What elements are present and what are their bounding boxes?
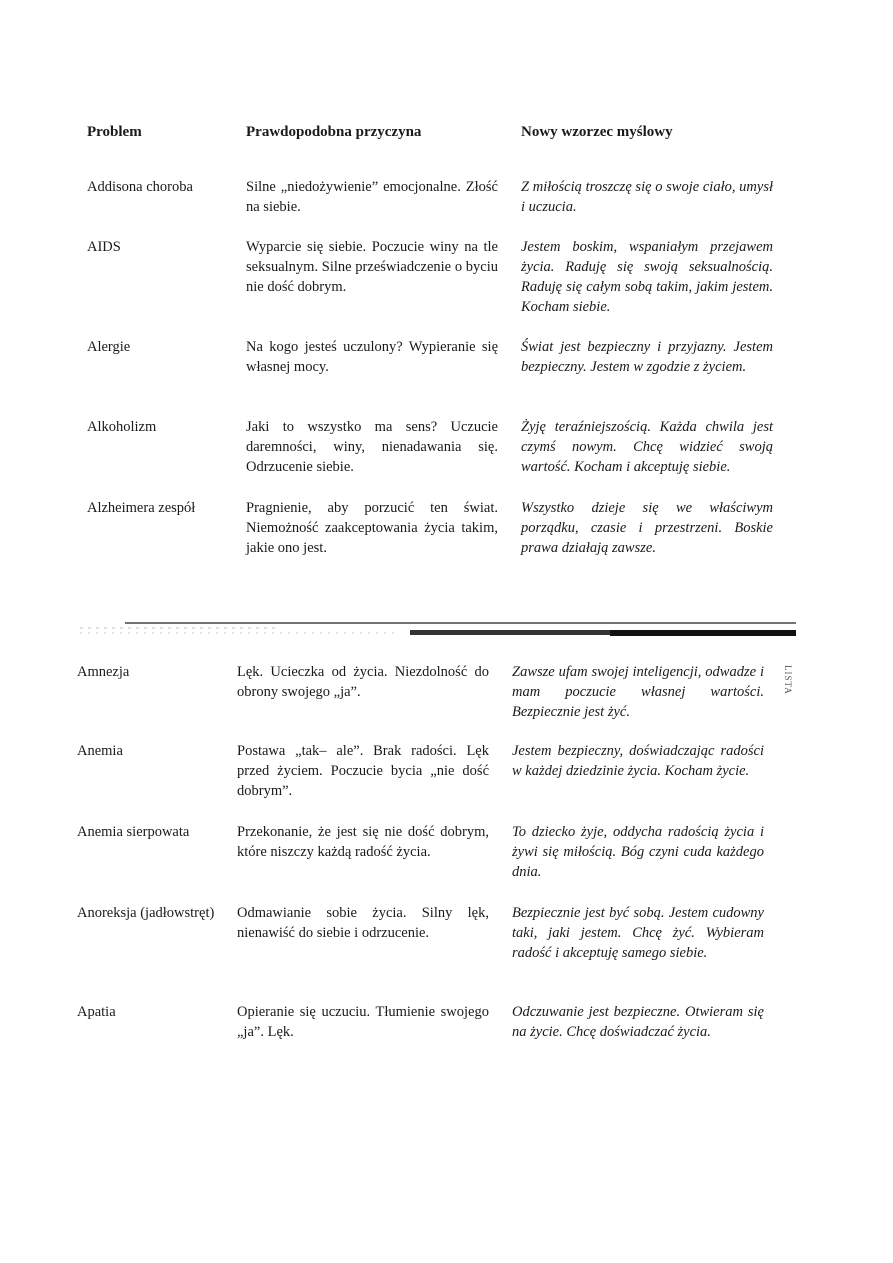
- cause-cell: Odmawianie sobie życia. Silny lęk, nienawiść do siebie i odrzucenie.: [237, 905, 489, 941]
- pattern-cell: Zawsze ufam swojej inteligencji, odwadze i mam poczucie własnej wartości. Bezpiecznie jest żyć.: [512, 664, 764, 720]
- problem-cell: Anemia: [77, 743, 123, 759]
- problem-cell: Alkoholizm: [87, 419, 157, 435]
- cause-cell: Jaki to wszystko ma sens? Uczucie daremności, winy, nienadawania się. Odrzucenie siebie.: [246, 419, 498, 475]
- header-problem: Problem: [87, 124, 142, 140]
- header-pattern: Nowy wzorzec myślowy: [521, 124, 673, 140]
- cause-cell: Postawa „tak– ale”. Brak radości. Lęk przed życiem. Poczucie bycia „nie dość dobrym”.: [237, 743, 489, 799]
- pattern-cell: Odczuwanie jest bezpieczne. Otwieram się na życie. Chcę doświadczać życia.: [512, 1004, 764, 1040]
- side-label: LISTA: [783, 665, 793, 695]
- cause-cell: Silne „niedożywienie” emocjonalne. Złość na siebie.: [246, 179, 498, 215]
- cause-cell: Pragnienie, aby porzucić ten świat. Niemożność zaakceptowania życia takim, jakie ono jest.: [246, 500, 498, 556]
- problem-cell: Alergie: [87, 339, 131, 355]
- cause-cell: Lęk. Ucieczka od życia. Niezdolność do obrony swojego „ja”.: [237, 664, 489, 700]
- problem-cell: Anoreksja (jadłowstręt): [77, 905, 215, 921]
- pattern-cell: Bezpiecznie jest być sobą. Jestem cudowny taki, jaki jestem. Chcę żyć. Wybieram radość i akceptuję samego siebie.: [512, 905, 764, 961]
- problem-cell: Addisona choroba: [87, 179, 193, 195]
- problem-cell: Anemia sierpowata: [77, 824, 190, 840]
- cause-cell: Na kogo jesteś uczulony? Wypieranie się własnej mocy.: [246, 339, 498, 375]
- cause-cell: Opieranie się uczuciu. Tłumienie swojego „ja”. Lęk.: [237, 1004, 489, 1040]
- pattern-cell: Żyję teraźniejszością. Każda chwila jest czymś nowym. Chcę widzieć swoją wartość. Kocham i akceptuję siebie.: [521, 419, 773, 475]
- cause-cell: Przekonanie, że jest się nie dość dobrym, które niszczy każdą radość życia.: [237, 824, 489, 860]
- pattern-cell: Jestem bezpieczny, doświadczając radości w każdej dziedzinie życia. Kocham życie.: [512, 743, 764, 779]
- header-cause: Prawdopodobna przyczyna: [246, 124, 422, 140]
- page-divider: [80, 620, 796, 642]
- pattern-cell: Wszystko dzieje się we właściwym porządku, czasie i przestrzeni. Boskie prawa działają zawsze.: [521, 500, 773, 556]
- pattern-cell: Z miłością troszczę się o swoje ciało, umysł i uczucia.: [521, 179, 773, 215]
- pattern-cell: Świat jest bezpieczny i przyjazny. Jestem bezpieczny. Jestem w zgodzie z życiem.: [521, 339, 773, 375]
- problem-cell: Amnezja: [77, 664, 130, 680]
- problem-cell: Apatia: [77, 1004, 116, 1020]
- problem-cell: Alzheimera zespół: [87, 500, 196, 516]
- cause-cell: Wyparcie się siebie. Poczucie winy na tle seksualnym. Silne przeświadczenie o byciu nie dość dobrym.: [246, 239, 498, 295]
- pattern-cell: To dziecko żyje, oddycha radością życia i żywi się miłością. Bóg czyni cuda każdego dnia.: [512, 824, 764, 880]
- problem-cell: AIDS: [87, 239, 121, 255]
- pattern-cell: Jestem boskim, wspaniałym przejawem życia. Raduję się swoją seksualnością. Raduję się całym sobą takim, jakim jestem. Kocham siebie.: [521, 239, 773, 315]
